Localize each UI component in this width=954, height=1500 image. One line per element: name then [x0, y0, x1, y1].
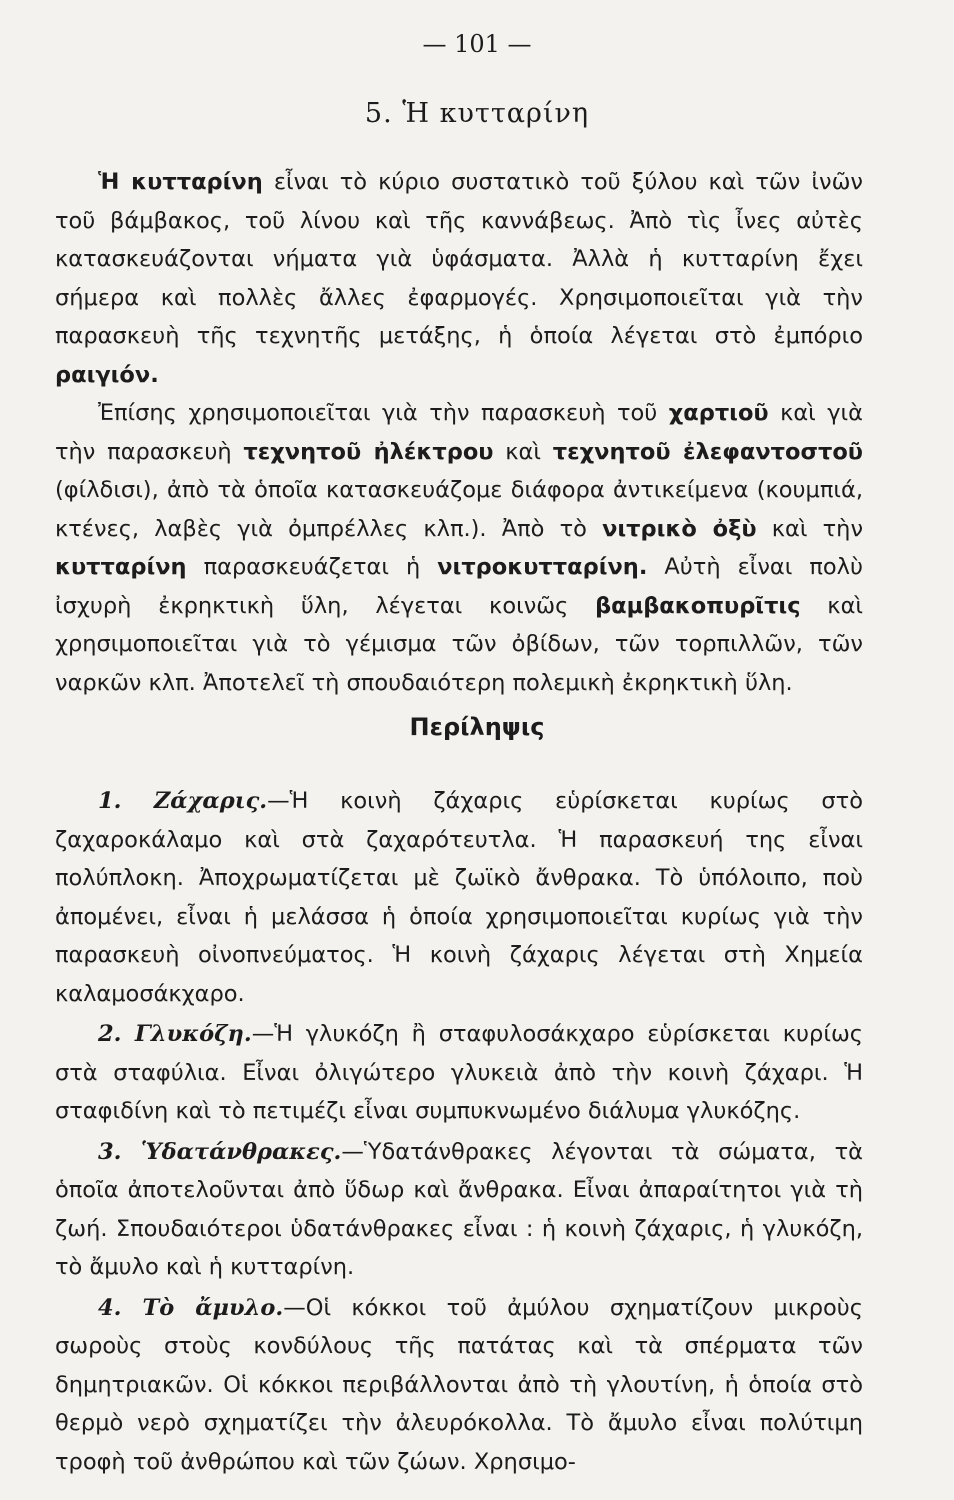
paragraph-text: παρασκευάζεται ἡ	[186, 554, 438, 580]
paragraph-text: καὶ γιὰ τὴν παρασκευὴ	[55, 400, 863, 465]
paragraph-text: (φίλδισι), ἀπὸ τὰ ὁποῖα κατασκευάζομε διάφορα ἀντικείμενα (κουμπιά, κτένες, λαβὲς γιὰ ὀμπρέλλες κλπ.). Ἀπὸ τὸ	[55, 477, 863, 542]
paragraph-text: καὶ	[493, 438, 553, 465]
summary-item	[55, 1133, 863, 1287]
summary-list	[55, 782, 863, 1483]
section-body	[55, 163, 863, 702]
term-nitrocellulose: νιτροκυτταρίνη.	[437, 554, 648, 580]
summary-item	[55, 1289, 863, 1482]
summary-item	[55, 782, 863, 1013]
term-guncotton: βαμβακοπυρῖτις	[595, 592, 801, 619]
term-rayon: ραιγιόν.	[55, 361, 159, 388]
summary-item-text: —Ἡ κοινὴ ζάχαρις εὑρίσκεται κυρίως στὸ ζαχαροκάλαμο καὶ στὰ ζαχαρότευτλα. Ἡ παρασκευή της εἶναι πολύπλοκη. Ἀποχρωματίζεται μὲ ζωϊκὸ ἄνθρακα. Τὸ ὑπόλοιπο, ποὺ ἀπομένει, εἶναι ἡ μελάσσα ἡ ὁποία χρησιμοποιεῖται κυρίως γιὰ τὴν παρασκευὴ οἰνοπνεύματος. Ἡ κοινὴ ζάχαρις λέγεται στὴ Χημεία καλαμοσάκχαρο.	[55, 788, 863, 1007]
summary-item	[55, 1015, 863, 1131]
term-artificial-ivory: τεχνητοῦ ἐλεφαντοστοῦ	[552, 438, 863, 465]
page-number: — 101 —	[422, 30, 532, 58]
paragraph-text: καὶ τὴν	[756, 515, 864, 542]
summary-item-label: 4. Τὸ ἄμυλο.	[98, 1294, 284, 1321]
term-cellulose-2: κυτταρίνη	[55, 554, 187, 580]
summary-item-text: —Ἡ γλυκόζη ἢ σταφυλοσάκχαρο εὑρίσκεται κυρίως στὰ σταφύλια. Εἶναι ὀλιγώτερο γλυκειὰ ἀπὸ τὴν κοινὴ ζάχαρι. Ἡ σταφιδίνη καὶ τὸ πετιμέζι εἶναι συμπυκνωμένο διάλυμα γλυκόζης.	[55, 1021, 863, 1124]
term-cellulose: Ἡ κυτταρίνη	[98, 169, 263, 195]
summary-item-text: —Ὑδατάνθρακες λέγονται τὰ σώματα, τὰ ὁποῖα ἀποτελοῦνται ἀπὸ ὕδωρ καὶ ἄνθρακα. Εἶναι ἀπαραίτητοι γιὰ τὴ ζωή. Σπουδαιότεροι ὑδατάνθρακες εἶναι : ἡ κοινὴ ζάχαρις, ἡ γλυκόζη, τὸ ἄμυλο καὶ ἡ κυτταρίνη.	[55, 1138, 863, 1280]
summary-item-label: 3. Ὑδατάνθρακες.	[98, 1138, 342, 1165]
section-title: 5. Ἡ κυτταρίνη	[364, 98, 590, 129]
paragraph-text: καὶ χρησιμοποιεῖται γιὰ τὸ γέμισμα τῶν ὀβίδων, τῶν τορπιλλῶν, τῶν ναρκῶν κλπ. Ἀποτελεῖ τὴ σπουδαιότερη πολεμικὴ ἐκρηκτικὴ ὕλη.	[55, 592, 864, 696]
paragraph-cellulose-uses	[55, 394, 863, 702]
term-paper: χαρτιοῦ	[668, 400, 769, 426]
paragraph-text: Ἐπίσης χρησιμοποιεῖται γιὰ τὴν παρασκευὴ τοῦ	[98, 400, 669, 426]
summary-heading: Περίληψις	[409, 713, 545, 741]
paragraph-text: εἶναι τὸ κύριο συστατικὸ τοῦ ξύλου καὶ τῶν ἰνῶν τοῦ βάμβακος, τοῦ λίνου καὶ τῆς καννάβεως. Ἀπὸ τὶς ἶνες αὐτὲς κατασκευάζονται νήματα γιὰ ὑφάσματα. Ἀλλὰ ἡ κυτταρίνη ἔχει σήμερα καὶ πολλὲς ἄλλες ἐφαρμογές. Χρησιμοποιεῖται γιὰ τὴν παρασκευὴ τῆς τεχνητῆς μετάξης, ἡ ὁποία λέγεται στὸ ἐμπόριο	[55, 169, 863, 349]
term-nitric-acid: νιτρικὸ ὀξὺ	[602, 515, 757, 542]
term-artificial-amber: τεχνητοῦ ἠλέκτρου	[243, 438, 494, 465]
summary-item-label: 2. Γλυκόζη.	[98, 1021, 252, 1047]
summary-item-label: 1. Ζάχαρις.	[98, 788, 268, 814]
paragraph-text: Αὐτὴ εἶναι πολὺ ἰσχυρὴ ἐκρηκτικὴ ὕλη, λέγεται κοινῶς	[55, 554, 863, 619]
summary-item-text: —Οἱ κόκκοι τοῦ ἀμύλου σχηματίζουν μικροὺς σωροὺς στοὺς κονδύλους τῆς πατάτας καὶ τὰ σπέρματα τῶν δημητριακῶν. Οἱ κόκκοι περιβάλλονται ἀπὸ τὴ γλουτίνη, ἡ ὁποία στὸ θερμὸ νερὸ σχηματίζει τὴν ἀλευρόκολλα. Τὸ ἄμυλο εἶναι πολύτιμη τροφὴ τοῦ ἀνθρώπου καὶ τῶν ζώων. Χρησιμο-	[55, 1294, 863, 1475]
paragraph-cellulose-intro	[55, 163, 863, 394]
